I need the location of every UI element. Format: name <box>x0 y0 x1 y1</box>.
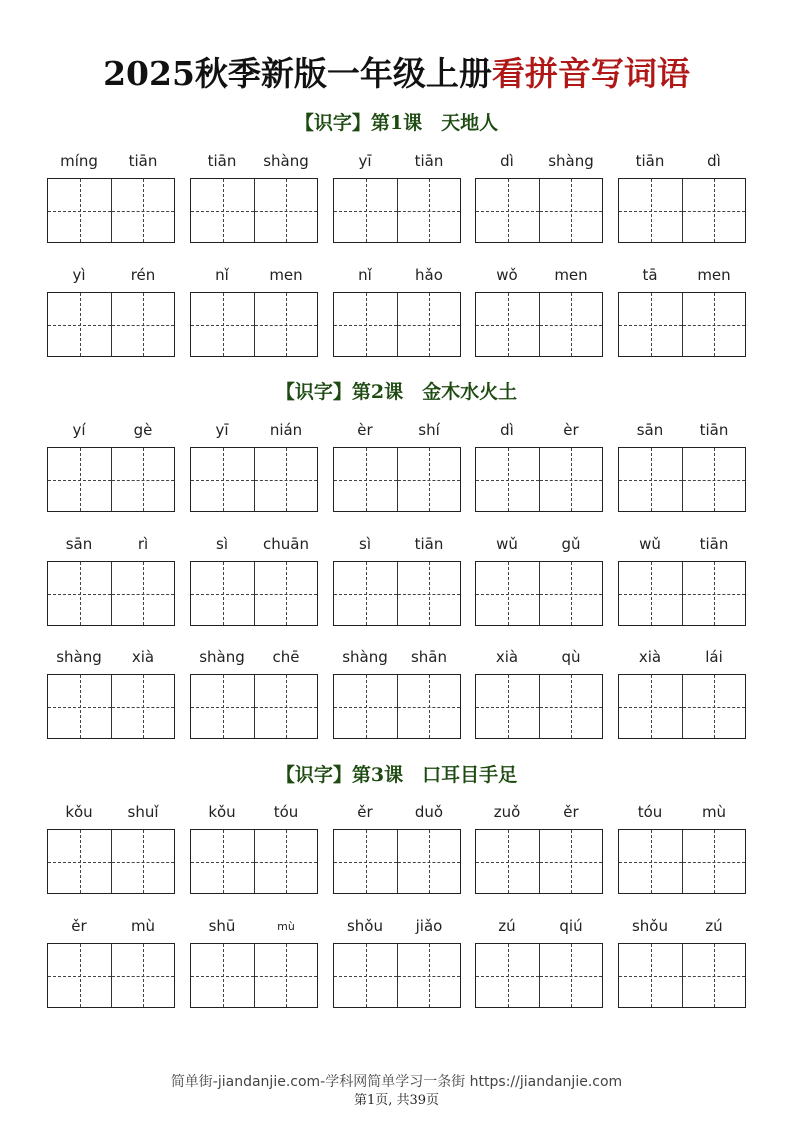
writing-cell[interactable] <box>619 293 682 356</box>
pinyin-label: kǒu <box>65 803 93 821</box>
tianzige-box[interactable] <box>333 943 461 1008</box>
writing-cell[interactable] <box>334 293 397 356</box>
writing-cell[interactable] <box>254 944 317 1007</box>
pinyin-label: wǔ <box>496 535 518 553</box>
writing-cell[interactable] <box>254 293 317 356</box>
writing-cell[interactable] <box>48 562 111 625</box>
tianzige-box[interactable] <box>47 447 175 512</box>
writing-cell[interactable] <box>191 675 254 738</box>
pinyin-label: ěr <box>71 917 87 935</box>
pinyin-label: shuǐ <box>127 803 159 821</box>
tianzige-box[interactable] <box>333 829 461 894</box>
tianzige-box[interactable] <box>475 292 603 357</box>
writing-cell[interactable] <box>476 293 539 356</box>
pinyin-label: zú <box>498 917 516 935</box>
footer-source: 简单街-jiandanjie.com-学科网简单学习一条街 https://jiandanjie.com <box>170 1074 623 1090</box>
writing-cell[interactable] <box>619 944 682 1007</box>
pinyin-label: èr <box>357 421 373 439</box>
writing-cell[interactable] <box>682 293 745 356</box>
tianzige-box[interactable] <box>190 292 318 357</box>
writing-cell[interactable] <box>111 179 174 242</box>
pinyin-label: shǒu <box>346 917 383 935</box>
pinyin-label: shàng <box>56 648 102 666</box>
pinyin-label: nǐ <box>358 266 372 284</box>
pinyin-label: shū <box>208 917 236 935</box>
pinyin-label: xià <box>638 648 662 666</box>
tianzige-box[interactable] <box>333 292 461 357</box>
writing-cell[interactable] <box>539 675 602 738</box>
pinyin-label: ěr <box>357 803 373 821</box>
writing-cell[interactable] <box>619 830 682 893</box>
writing-cell[interactable] <box>334 675 397 738</box>
tianzige-box[interactable] <box>47 178 175 243</box>
tianzige-box[interactable] <box>475 674 603 739</box>
tianzige-box[interactable] <box>333 561 461 626</box>
writing-cell[interactable] <box>191 562 254 625</box>
writing-cell[interactable] <box>111 675 174 738</box>
pinyin-label: gǔ <box>561 535 581 553</box>
writing-cell[interactable] <box>539 562 602 625</box>
pinyin-label: mù <box>701 803 727 821</box>
writing-cell[interactable] <box>48 944 111 1007</box>
pinyin-label: tiān <box>207 152 237 170</box>
pinyin-label: sān <box>65 535 93 553</box>
writing-cell[interactable] <box>191 293 254 356</box>
pinyin-label: chuān <box>263 535 309 553</box>
writing-cell[interactable] <box>191 830 254 893</box>
pinyin-label: shàng <box>342 648 388 666</box>
writing-cell[interactable] <box>48 448 111 511</box>
tianzige-box[interactable] <box>618 447 746 512</box>
tianzige-box[interactable] <box>47 292 175 357</box>
lesson-3-heading: 【识字】第3课 口耳目手足 <box>275 764 518 786</box>
pinyin-label: sì <box>359 535 371 553</box>
writing-cell[interactable] <box>191 179 254 242</box>
pinyin-label: dì <box>500 152 514 170</box>
writing-cell[interactable] <box>111 944 174 1007</box>
writing-cell[interactable] <box>254 830 317 893</box>
pinyin-label: tiān <box>699 535 729 553</box>
writing-cell[interactable] <box>397 562 460 625</box>
lesson-1-row-1 <box>0 152 793 242</box>
pinyin-label: tiān <box>414 152 444 170</box>
pinyin-label: ěr <box>563 803 579 821</box>
pinyin-label: shàng <box>199 648 245 666</box>
pinyin-label: nián <box>269 421 303 439</box>
writing-cell[interactable] <box>397 944 460 1007</box>
writing-cell[interactable] <box>476 562 539 625</box>
tianzige-box[interactable] <box>190 674 318 739</box>
writing-cell[interactable] <box>334 179 397 242</box>
tianzige-box[interactable] <box>475 447 603 512</box>
writing-cell[interactable] <box>111 830 174 893</box>
lesson-3-row-1 <box>0 803 793 893</box>
pinyin-label: tiān <box>635 152 665 170</box>
writing-cell[interactable] <box>334 830 397 893</box>
pinyin-label: wǒ <box>496 266 518 284</box>
title-highlight: 看拼音写词语 <box>491 54 690 93</box>
pinyin-label: sì <box>216 535 228 553</box>
pinyin-label: mù <box>130 917 156 935</box>
pinyin-label: qiú <box>559 917 583 935</box>
tianzige-box[interactable] <box>618 561 746 626</box>
lesson-2-row-3 <box>0 648 793 738</box>
pinyin-label: jiǎo <box>415 917 443 935</box>
pinyin-label: xià <box>131 648 155 666</box>
writing-cell[interactable] <box>682 944 745 1007</box>
pinyin-label: duǒ <box>414 803 444 821</box>
pinyin-label: míng <box>60 152 98 170</box>
page-title <box>0 48 793 95</box>
pinyin-label: shí <box>418 421 440 439</box>
tianzige-box[interactable] <box>618 674 746 739</box>
lesson-3-row-2 <box>0 917 793 1007</box>
tianzige-box[interactable] <box>190 829 318 894</box>
tianzige-box[interactable] <box>475 178 603 243</box>
tianzige-box[interactable] <box>47 561 175 626</box>
pinyin-label: mù <box>277 920 295 933</box>
writing-cell[interactable] <box>254 179 317 242</box>
pinyin-label: yí <box>72 421 86 439</box>
pinyin-label: kǒu <box>208 803 236 821</box>
tianzige-box[interactable] <box>475 561 603 626</box>
tianzige-box[interactable] <box>47 943 175 1008</box>
pinyin-label: wǔ <box>639 535 661 553</box>
writing-cell[interactable] <box>539 830 602 893</box>
lesson-2-row-1 <box>0 421 793 511</box>
tianzige-box[interactable] <box>190 943 318 1008</box>
writing-cell[interactable] <box>476 830 539 893</box>
lesson-2-heading: 【识字】第2课 金木水火土 <box>275 381 518 403</box>
writing-cell[interactable] <box>111 448 174 511</box>
tianzige-box[interactable] <box>190 178 318 243</box>
pinyin-label: shàng <box>263 152 309 170</box>
writing-cell[interactable] <box>619 562 682 625</box>
pinyin-label: gè <box>133 421 153 439</box>
writing-cell[interactable] <box>191 448 254 511</box>
writing-cell[interactable] <box>254 675 317 738</box>
writing-cell[interactable] <box>476 179 539 242</box>
writing-cell[interactable] <box>539 448 602 511</box>
writing-cell[interactable] <box>397 830 460 893</box>
page-number: 第1页, 共39页 <box>353 1093 440 1108</box>
pinyin-label: nǐ <box>215 266 229 284</box>
pinyin-label: rì <box>137 535 149 553</box>
pinyin-label: men <box>697 266 731 284</box>
writing-cell[interactable] <box>682 448 745 511</box>
writing-cell[interactable] <box>397 293 460 356</box>
tianzige-box[interactable] <box>475 829 603 894</box>
writing-cell[interactable] <box>111 562 174 625</box>
pinyin-label: sān <box>636 421 664 439</box>
writing-cell[interactable] <box>682 830 745 893</box>
pinyin-label: tiān <box>414 535 444 553</box>
writing-cell[interactable] <box>48 293 111 356</box>
pinyin-label: shàng <box>548 152 594 170</box>
pinyin-label: shān <box>410 648 448 666</box>
pinyin-label: tā <box>642 266 658 284</box>
writing-cell[interactable] <box>539 944 602 1007</box>
pinyin-label: qù <box>561 648 581 666</box>
tianzige-box[interactable] <box>333 447 461 512</box>
writing-cell[interactable] <box>48 830 111 893</box>
pinyin-label: zú <box>705 917 723 935</box>
writing-cell[interactable] <box>476 944 539 1007</box>
tianzige-box[interactable] <box>475 943 603 1008</box>
writing-cell[interactable] <box>397 179 460 242</box>
pinyin-label: zuǒ <box>493 803 521 821</box>
pinyin-label: tiān <box>699 421 729 439</box>
pinyin-label: hǎo <box>415 266 443 284</box>
tianzige-box[interactable] <box>618 829 746 894</box>
writing-cell[interactable] <box>397 448 460 511</box>
writing-cell[interactable] <box>682 562 745 625</box>
writing-cell[interactable] <box>254 562 317 625</box>
writing-cell[interactable] <box>48 179 111 242</box>
writing-cell[interactable] <box>111 293 174 356</box>
pinyin-label: lái <box>705 648 723 666</box>
pinyin-label: men <box>554 266 588 284</box>
pinyin-label: chē <box>272 648 300 666</box>
tianzige-box[interactable] <box>47 674 175 739</box>
writing-cell[interactable] <box>254 448 317 511</box>
tianzige-box[interactable] <box>190 561 318 626</box>
lesson-1-heading: 【识字】第1课 天地人 <box>294 112 499 134</box>
tianzige-box[interactable] <box>333 178 461 243</box>
tianzige-box[interactable] <box>190 447 318 512</box>
writing-cell[interactable] <box>397 675 460 738</box>
pinyin-label: yī <box>215 421 229 439</box>
pinyin-label: yì <box>72 266 86 284</box>
writing-cell[interactable] <box>476 448 539 511</box>
pinyin-label: tóu <box>273 803 299 821</box>
pinyin-label: tiān <box>128 152 158 170</box>
tianzige-box[interactable] <box>333 674 461 739</box>
pinyin-label: xià <box>495 648 519 666</box>
tianzige-box[interactable] <box>47 829 175 894</box>
writing-cell[interactable] <box>476 675 539 738</box>
writing-cell[interactable] <box>539 293 602 356</box>
pinyin-label: tóu <box>637 803 663 821</box>
lesson-1-row-2 <box>0 266 793 356</box>
pinyin-label: èr <box>563 421 579 439</box>
pinyin-label: shǒu <box>631 917 668 935</box>
title-main: 2025秋季新版一年级上册 <box>103 54 492 93</box>
tianzige-box[interactable] <box>618 292 746 357</box>
writing-cell[interactable] <box>334 448 397 511</box>
writing-cell[interactable] <box>334 944 397 1007</box>
writing-cell[interactable] <box>539 179 602 242</box>
writing-cell[interactable] <box>191 944 254 1007</box>
pinyin-label: dì <box>500 421 514 439</box>
writing-cell[interactable] <box>619 675 682 738</box>
pinyin-label: dì <box>707 152 721 170</box>
pinyin-label: men <box>269 266 303 284</box>
writing-cell[interactable] <box>682 675 745 738</box>
tianzige-box[interactable] <box>618 178 746 243</box>
pinyin-label: yī <box>358 152 372 170</box>
writing-cell[interactable] <box>682 179 745 242</box>
pinyin-label: rén <box>130 266 156 284</box>
tianzige-box[interactable] <box>618 943 746 1008</box>
writing-cell[interactable] <box>334 562 397 625</box>
writing-cell[interactable] <box>619 448 682 511</box>
writing-cell[interactable] <box>48 675 111 738</box>
writing-cell[interactable] <box>619 179 682 242</box>
lesson-2-row-2 <box>0 535 793 625</box>
